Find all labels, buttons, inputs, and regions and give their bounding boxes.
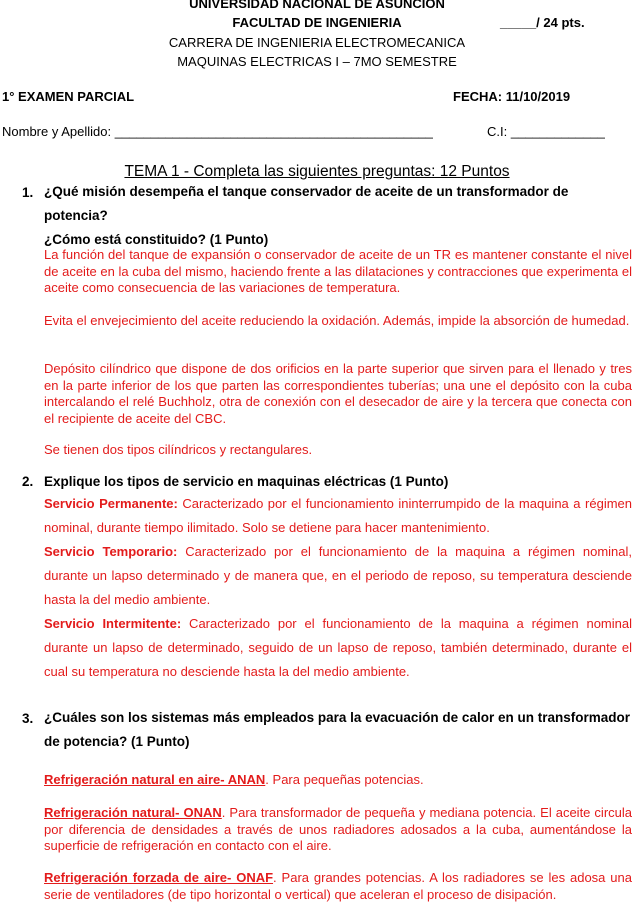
service-temporary	[44, 540, 632, 612]
answer-1-paragraph-4: Se tienen dos tipos cilíndricos y rectangulares.	[44, 442, 313, 457]
service-temporary-label: Servicio Temporario:	[44, 544, 178, 559]
course-name: MAQUINAS ELECTRICAS I – 7MO SEMESTRE	[177, 54, 457, 69]
cooling-onan-text: . Para transformador de pequeña y mediana potencia. El aceite circula por diferencia de densidades a través de unos radiadores adosados a la cuba, aumentándose la superficie de refrigeración en contacto con el aire.	[44, 805, 632, 853]
section-title: TEMA 1 - Completa las siguientes preguntas: 12 Puntos	[124, 163, 510, 180]
student-name-field: Nombre y Apellido: ____________________________________________	[2, 124, 433, 139]
cooling-anan	[44, 772, 632, 789]
question-1-line2: ¿Cómo está constituido? (1 Punto)	[44, 232, 269, 247]
cooling-onaf-text: . Para grandes potencias. A los radiadores se les adosa una serie de ventiladores (de tipo horizontal o vertical) que aceleran el proceso de disipación.	[44, 870, 632, 902]
cooling-onan-label: Refrigeración natural- ONAN	[44, 805, 222, 820]
points-field: _____/ 24 pts.	[500, 15, 585, 30]
question-3-line2: de potencia? (1 Punto)	[44, 734, 190, 749]
question-3-number: 3.	[22, 711, 34, 726]
cooling-onaf	[44, 870, 632, 903]
service-intermittent	[44, 612, 632, 684]
university-name: UNIVERSIDAD NACIONAL DE ASUNCION	[189, 0, 445, 11]
cooling-onan	[44, 805, 632, 855]
cooling-onaf-label: Refrigeración forzada de aire- ONAF	[44, 870, 274, 885]
question-3-line1: ¿Cuáles son los sistemas más empleados para la evacuación de calor en un transformador	[44, 710, 630, 725]
career-name: CARRERA DE INGENIERIA ELECTROMECANICA	[168, 35, 466, 50]
question-1-line1: ¿Qué misión desempeña el tanque conservador de aceite de un transformador de potencia?	[44, 184, 569, 223]
question-1-number: 1.	[22, 185, 34, 200]
answer-1-paragraph-1: La función del tanque de expansión o conservador de aceite de un TR es mantener constante el nivel de aceite en la cuba del mismo, haciendo frente a las dilataciones y contracciones que experimenta el aceite como consecuencia de las variaciones de temperatura.	[44, 247, 632, 295]
service-temporary-text: Caracterizado por el funcionamiento de la maquina a régimen nominal, durante un lapso determinado y de manera que, en el periodo de reposo, su temperatura desciende hasta la del medio ambiente.	[44, 544, 633, 607]
service-intermittent-label: Servicio Intermitente:	[44, 616, 182, 631]
question-1-text	[44, 180, 632, 252]
service-permanent-text: Caracterizado por el funcionamiento ininterrumpido de la maquina a régimen nominal, durante tiempo ilimitado. Solo se detiene para hacer mantenimiento.	[44, 496, 633, 535]
service-intermittent-text: Caracterizado por el funcionamiento de la maquina a régimen nominal durante un lapso de determinado, seguido de un lapso de reposo, también determinado, durante el cual su temperatura no desciende hasta la del medio ambiente.	[44, 616, 632, 679]
answer-1-paragraph-2: Evita el envejecimiento del aceite reduciendo la oxidación. Además, impide la absorción de humedad.	[44, 313, 630, 328]
faculty-name: FACULTAD DE INGENIERIA	[232, 15, 402, 30]
answer-1-paragraph-3: Depósito cilíndrico que dispone de dos orificios en la parte superior que sirven para el llenado y tres en la parte inferior de los que parten las correspondientes tuberías; una une el depósito con la cuba intercalando el relé Buchholz, otra de conexión con el desecador de aire y la tercera que conecta con el recipiente de aceite del CBC.	[44, 361, 632, 426]
question-3-text	[44, 706, 632, 754]
exam-date: FECHA: 11/10/2019	[453, 89, 571, 104]
service-permanent	[44, 492, 632, 540]
question-2-text: Explique los tipos de servicio en maquinas eléctricas (1 Punto)	[44, 474, 449, 489]
question-2-number: 2.	[22, 474, 34, 489]
cooling-anan-label: Refrigeración natural en aire- ANAN	[44, 772, 266, 787]
exam-name: 1° EXAMEN PARCIAL	[2, 89, 135, 104]
student-id-field: C.I: _____________	[487, 124, 605, 139]
service-permanent-label: Servicio Permanente:	[44, 496, 178, 511]
cooling-anan-text: . Para pequeñas potencias.	[265, 772, 424, 787]
